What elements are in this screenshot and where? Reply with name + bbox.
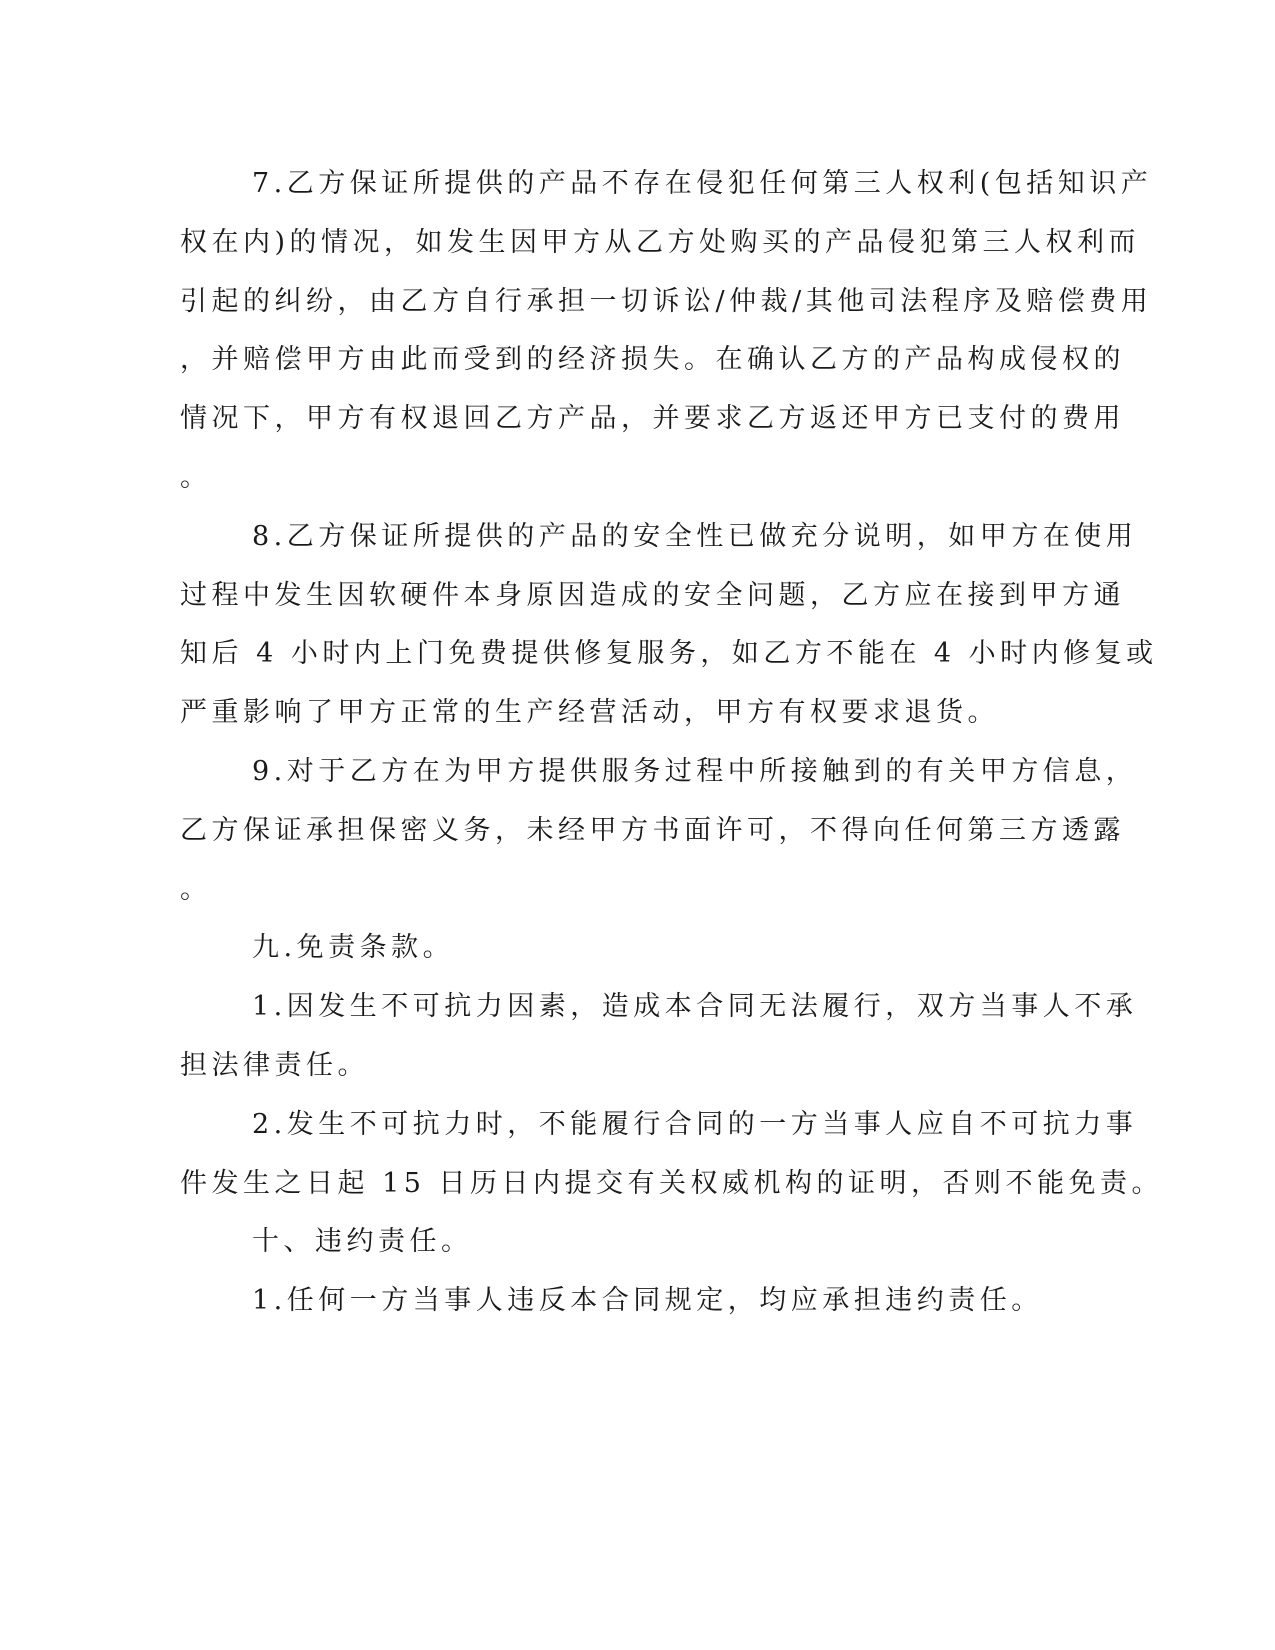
text-line: ，并赔偿甲方由此而受到的经济损失。在确认乙方的产品构成侵权的 xyxy=(180,344,1125,376)
section-heading: 九.免责条款。 xyxy=(252,932,455,964)
text-line: 乙方保证承担保密义务，未经甲方书面许可，不得向任何第三方透露 xyxy=(180,814,1125,846)
text-line: 引起的纠纷，由乙方自行承担一切诉讼/仲裁/其他司法程序及赔偿费用 xyxy=(180,285,1153,317)
text-line: 9.对于乙方在为甲方提供服务过程中所接触到的有关甲方信息， xyxy=(252,755,1138,787)
text-line: 1.因发生不可抗力因素，造成本合同无法履行，双方当事人不承 xyxy=(252,991,1138,1023)
text-line: 严重影响了甲方正常的生产经营活动，甲方有权要求退货。 xyxy=(180,697,999,729)
text-line: 情况下，甲方有权退回乙方产品，并要求乙方返还甲方已支付的费用 xyxy=(180,403,1125,435)
text-line: 。 xyxy=(180,873,212,905)
text-line: 过程中发生因软硬件本身原因造成的安全问题，乙方应在接到甲方通 xyxy=(180,579,1125,611)
text-line: 2.发生不可抗力时，不能履行合同的一方当事人应自不可抗力事 xyxy=(252,1108,1138,1140)
text-line: 知后 4 小时内上门免费提供修复服务，如乙方不能在 4 小时内修复或 xyxy=(180,638,1158,670)
text-line: 权在内)的情况，如发生因甲方从乙方处购买的产品侵犯第三人权利而 xyxy=(180,226,1141,258)
text-line: 8.乙方保证所提供的产品的安全性已做充分说明，如甲方在使用 xyxy=(252,520,1138,552)
text-line: 。 xyxy=(180,461,212,493)
document-body xyxy=(180,155,1164,1331)
section-heading: 十、违约责任。 xyxy=(252,1226,473,1258)
text-line: 担法律责任。 xyxy=(180,1049,369,1081)
text-line: 7.乙方保证所提供的产品不存在侵犯任何第三人权利(包括知识产 xyxy=(252,168,1153,199)
text-line: 1.任何一方当事人违反本合同规定，均应承担违约责任。 xyxy=(252,1285,1043,1317)
text-line: 件发生之日起 15 日历日内提交有关权威机构的证明，否则不能免责。 xyxy=(180,1167,1164,1199)
